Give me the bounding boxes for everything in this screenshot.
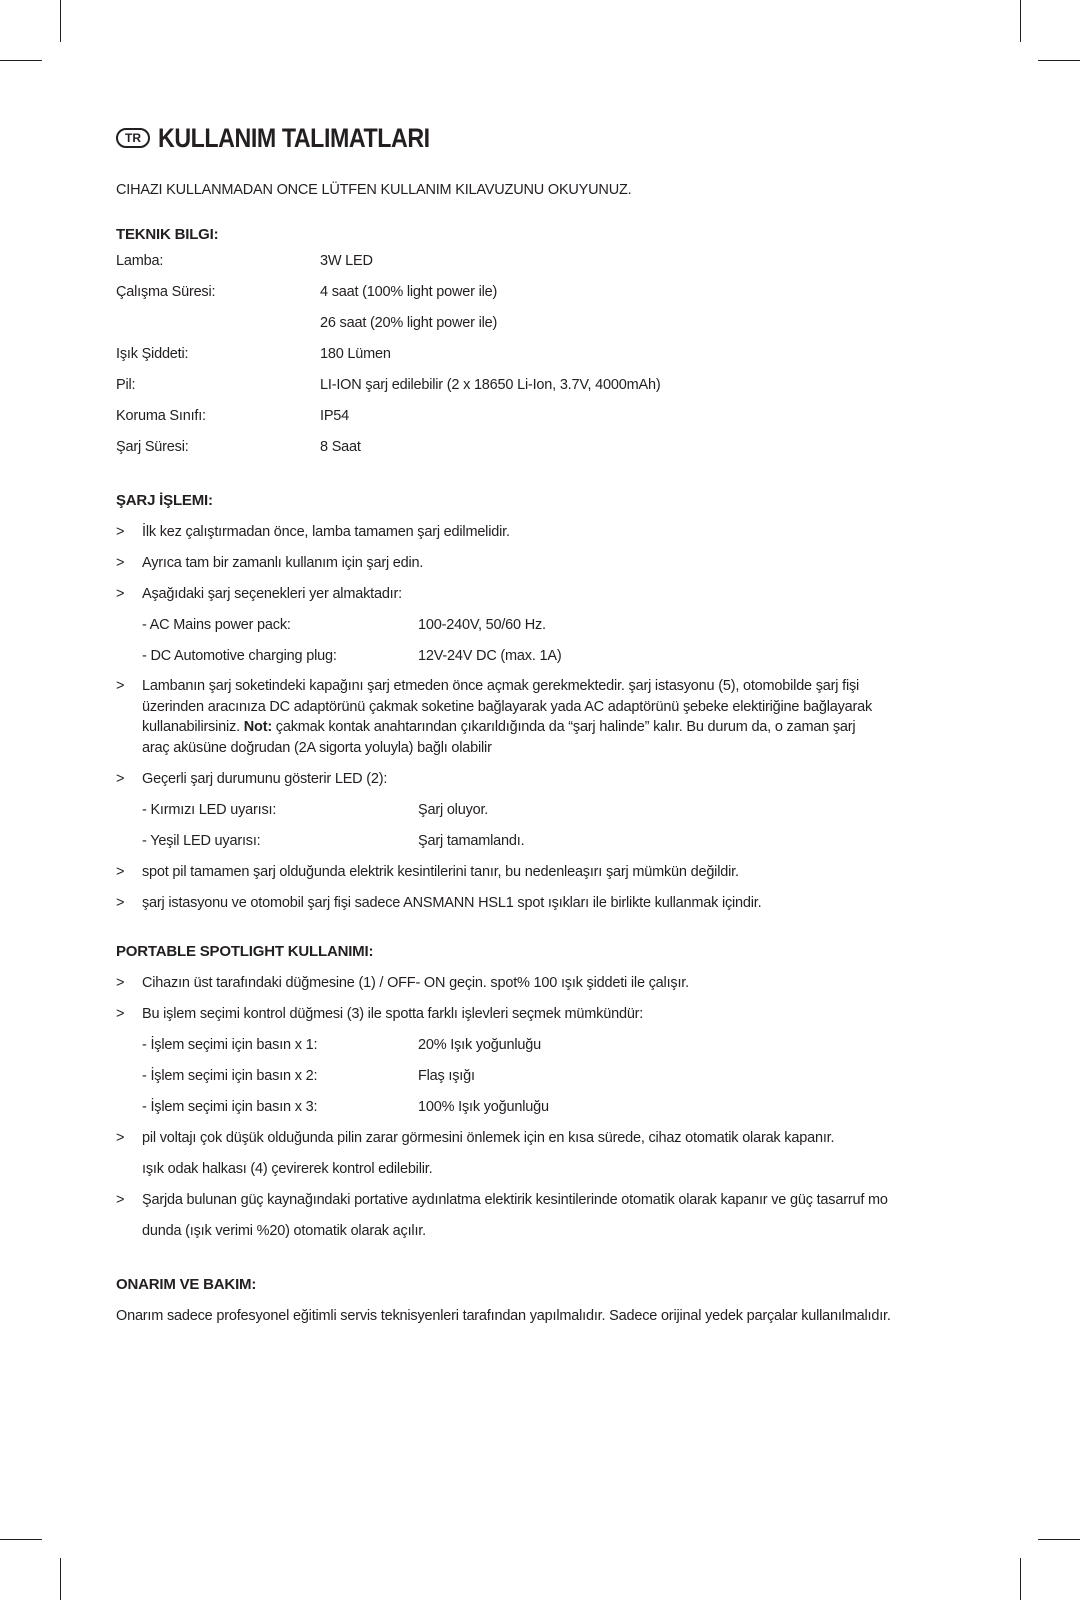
bullet-text <box>142 1185 956 1247</box>
list-item <box>116 676 956 758</box>
crop-mark <box>0 1539 42 1540</box>
led-label: - Yeşil LED uyarısı: <box>142 833 261 849</box>
maintenance-heading: ONARIM VE BAKIM: <box>116 1276 257 1293</box>
tech-table <box>116 246 956 463</box>
list-item <box>116 968 956 999</box>
bullet-mark: > <box>116 771 125 787</box>
spec-row <box>116 339 956 370</box>
option-label: - AC Mains power pack: <box>142 617 291 633</box>
spec-value: IP54 <box>320 408 350 424</box>
text-line: ışık odak halkası (4) çevirerek kontrol edilebilir. <box>142 1161 433 1177</box>
list-item <box>116 579 956 610</box>
mode-label: - İşlem seçimi için basın x 2: <box>142 1068 318 1084</box>
spec-row <box>116 370 956 401</box>
mode-value: 100% Işık yoğunluğu <box>418 1099 549 1115</box>
charge-option-row <box>116 641 956 672</box>
text-line: üzerinden aracınıza DC adaptörünü çakmak soketine bağlayarak yada AC adaptörünü şebeke elektiriğine bağlayarak <box>142 698 873 715</box>
crop-mark <box>1020 0 1021 42</box>
bullet-text: Ayrıca tam bir zamanlı kullanım için şarj edin. <box>142 555 424 571</box>
charge-option-row <box>116 610 956 641</box>
list-item <box>116 999 956 1030</box>
led-value: Şarj oluyor. <box>418 802 489 818</box>
bullet-mark: > <box>116 678 125 694</box>
bullet-text: Bu işlem seçimi kontrol düğmesi (3) ile spotta farklı işlevleri seçmek mümkündür: <box>142 1006 644 1022</box>
text-line: araç aküsüne doğrudan (2A sigorta yoluyla) bağlı olabilir <box>142 739 492 756</box>
bullet-mark: > <box>116 586 125 602</box>
bullet-mark: > <box>116 895 125 911</box>
list-item <box>116 548 956 579</box>
spec-label: Şarj Süresi: <box>116 439 189 455</box>
note-label: Not: <box>243 719 272 735</box>
spec-row <box>116 432 956 463</box>
spec-label: Çalışma Süresi: <box>116 284 216 300</box>
charge-heading: ŞARJ İŞLEMI: <box>116 492 213 509</box>
tech-heading: TEKNIK BILGI: <box>116 226 219 243</box>
list-item <box>116 517 956 548</box>
bullet-mark: > <box>116 555 125 571</box>
mode-row <box>116 1061 956 1092</box>
charge-section <box>116 517 956 919</box>
spec-row <box>116 401 956 432</box>
option-value: 12V-24V DC (max. 1A) <box>418 648 562 664</box>
text-line: dunda (ışık verimi %20) otomatik olarak açılır. <box>142 1223 426 1239</box>
led-label: - Kırmızı LED uyarısı: <box>142 802 277 818</box>
bullet-text: şarj istasyonu ve otomobil şarj fişi sadece ANSMANN HSL1 spot ışıkları ile birlikte kullanmak içindir. <box>142 895 762 911</box>
mode-label: - İşlem seçimi için basın x 3: <box>142 1099 318 1115</box>
spec-label <box>116 308 320 339</box>
spec-label: Pil: <box>116 377 136 393</box>
spec-row <box>116 277 956 308</box>
spec-value: 180 Lümen <box>320 346 391 362</box>
list-item <box>116 1185 956 1247</box>
led-status-row <box>116 795 956 826</box>
title-row <box>116 118 956 158</box>
bullet-mark: > <box>116 864 125 880</box>
bullet-mark: > <box>116 524 125 540</box>
usage-heading: PORTABLE SPOTLIGHT KULLANIMI: <box>116 943 374 960</box>
crop-mark <box>1038 1539 1080 1540</box>
crop-mark <box>60 0 61 42</box>
list-item <box>116 888 956 919</box>
spec-value: 26 saat (20% light power ile) <box>320 315 498 331</box>
page-title: KULLANIM TALIMATLARI <box>158 122 430 153</box>
mode-label: - İşlem seçimi için basın x 1: <box>142 1037 318 1053</box>
text-line: Şarjda bulunan güç kaynağındaki portative aydınlatma elektirik kesintilerinde otomatik olarak kapanır ve güç tasarruf mo <box>142 1192 888 1208</box>
bullet-mark: > <box>116 1192 125 1208</box>
text-fragment: kullanabilirsiniz. <box>142 719 244 735</box>
bullet-text: İlk kez çalıştırmadan önce, lamba tamamen şarj edilmelidir. <box>142 524 510 540</box>
spec-label: Lamba: <box>116 253 164 269</box>
mode-row <box>116 1092 956 1123</box>
bullet-text <box>142 676 956 758</box>
mode-value: 20% Işık yoğunluğu <box>418 1037 541 1053</box>
spec-row <box>116 308 956 339</box>
text-fragment: çakmak kontak anahtarından çıkarıldığında da “şarj halinde” kalır. Bu durum da, o zaman şarj <box>271 719 856 735</box>
text-line <box>142 717 956 738</box>
mode-value: Flaş ışığı <box>418 1068 475 1084</box>
text-line: pil voltajı çok düşük olduğunda pilin zarar görmesini önlemek için en kısa sürede, cihaz otomatik olarak kapanır. <box>142 1130 835 1146</box>
spec-value: 8 Saat <box>320 439 361 455</box>
led-value: Şarj tamamlandı. <box>418 833 525 849</box>
list-item <box>116 764 956 795</box>
spec-label: Işık Şiddeti: <box>116 346 189 362</box>
crop-mark <box>60 1558 61 1600</box>
mode-row <box>116 1030 956 1061</box>
spec-value: 4 saat (100% light power ile) <box>320 284 498 300</box>
spec-value: LI-ION şarj edilebilir (2 x 18650 Li-Ion, 3.7V, 4000mAh) <box>320 377 661 393</box>
list-item <box>116 857 956 888</box>
option-value: 100-240V, 50/60 Hz. <box>418 617 546 633</box>
bullet-mark: > <box>116 975 125 991</box>
spec-value: 3W LED <box>320 253 373 269</box>
bullet-mark: > <box>116 1006 125 1022</box>
led-status-row <box>116 826 956 857</box>
bullet-text: Aşağıdaki şarj seçenekleri yer almaktadır: <box>142 586 402 602</box>
bullet-text: Geçerli şarj durumunu gösterir LED (2): <box>142 771 388 787</box>
document-body <box>116 118 956 1330</box>
bullet-text: spot pil tamamen şarj olduğunda elektrik kesintilerini tanır, bu nedenleaşırı şarj mümkün değildir. <box>142 864 739 880</box>
maintenance-text: Onarım sadece profesyonel eğitimli servis teknisyenleri tarafından yapılmalıdır. Sadece orijinal yedek parçalar kullanılmalıdır. <box>116 1308 891 1324</box>
spec-label: Koruma Sınıfı: <box>116 408 206 424</box>
crop-mark <box>1038 60 1080 61</box>
crop-mark <box>0 60 42 61</box>
option-label: - DC Automotive charging plug: <box>142 648 337 664</box>
bullet-text: Cihazın üst tarafındaki düğmesine (1) / OFF- ON geçin. spot% 100 ışık şiddeti ile çalışır. <box>142 975 689 991</box>
spec-row <box>116 246 956 277</box>
text-line: Lambanın şarj soketindeki kapağını şarj etmeden önce açmak gerekmektedir. şarj istasyonu (5), otomobilde şarj fişi <box>142 678 860 694</box>
list-item <box>116 1123 956 1185</box>
crop-mark <box>1020 1558 1021 1600</box>
page-subtitle: CIHAZI KULLANMADAN ONCE LÜTFEN KULLANIM KILAVUZUNU OKUYUNUZ. <box>116 182 632 198</box>
usage-section <box>116 968 956 1247</box>
language-badge: TR <box>116 128 150 148</box>
bullet-text <box>142 1123 956 1185</box>
bullet-mark: > <box>116 1130 125 1146</box>
